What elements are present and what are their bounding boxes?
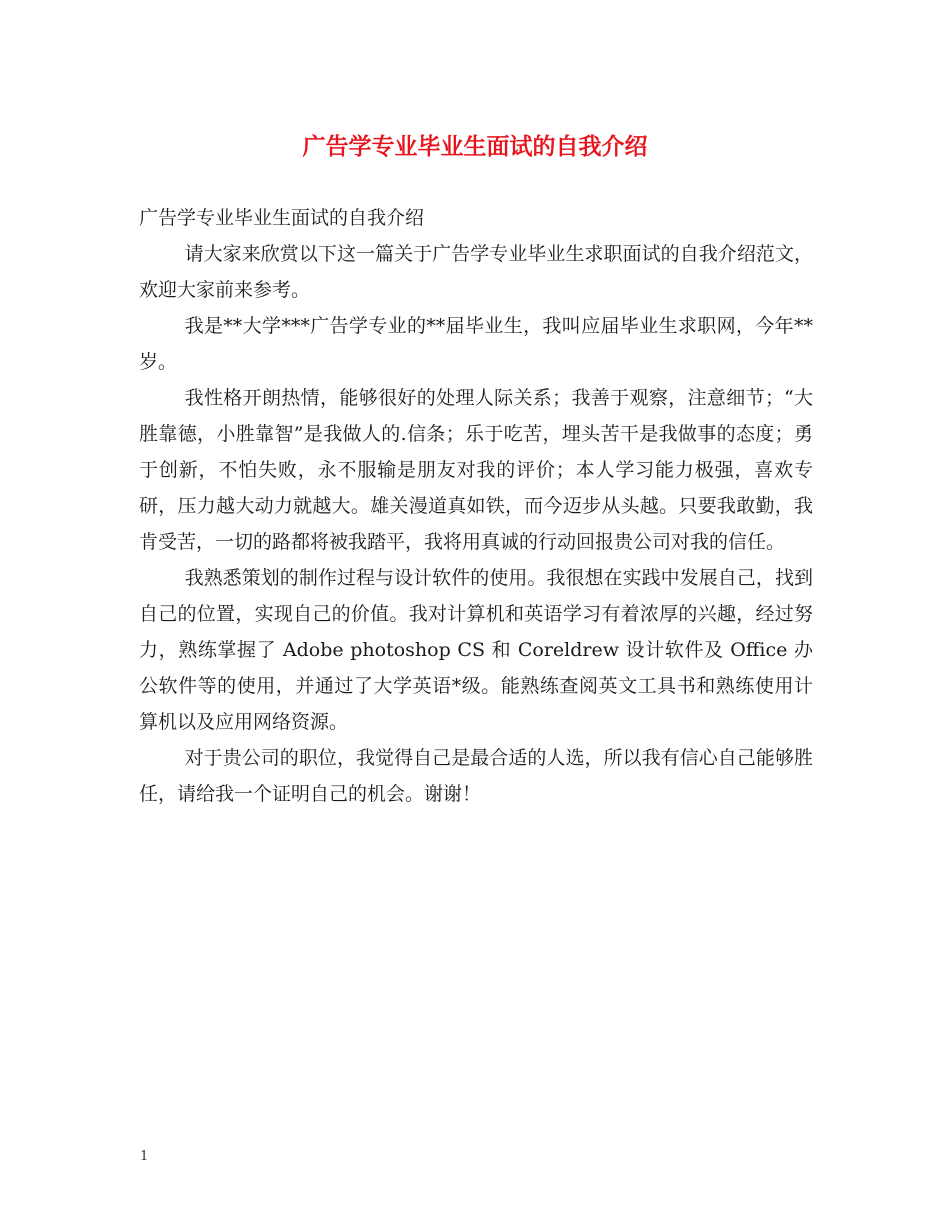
paragraph-personality: 我性格开朗热情，能够很好的处理人际关系；我善于观察，注意细节；“大胜靠德，小胜靠智”是我做人的.信条；乐于吃苦，埋头苦干是我做事的态度；勇于创新，不怕失败，永不服输是朋友对我的评价；本人学习能力极强，喜欢专研，压力越大动力就越大。雄关漫道真如铁，而今迈步从头越。只要我敢勤，我肯受苦，一切的路都将被我踏平，我将用真诚的行动回报贵公司对我的信任。 [139, 387, 813, 553]
paragraph-closing: 对于贵公司的职位，我觉得自己是最合适的人选，所以我有信心自己能够胜任，请给我一个证明自己的机会。谢谢！ [139, 747, 813, 805]
paragraph-intro: 请大家来欣赏以下这一篇关于广告学专业毕业生求职面试的自我介绍范文，欢迎大家前来参考。 [139, 243, 813, 301]
paragraph-identity: 我是**大学***广告学专业的**届毕业生，我叫应届毕业生求职网，今年**岁。 [139, 315, 813, 373]
subtitle-line: 广告学专业毕业生面试的自我介绍 [139, 207, 425, 229]
document-body [139, 200, 813, 812]
page-title: 广告学专业毕业生面试的自我介绍 [302, 133, 648, 160]
page-number: 1 [140, 1149, 149, 1164]
paragraph-skills: 我熟悉策划的制作过程与设计软件的使用。我很想在实践中发展自己，找到自己的位置，实现自己的价值。我对计算机和英语学习有着浓厚的兴趣，经过努力，熟练掌握了 Adobe photoshop CS 和 Coreldrew 设计软件及 Office 办公软件等的使用，并通过了大学英语*级。能熟练查阅英文工具书和熟练使用计算机以及应用网络资源。 [139, 567, 813, 733]
